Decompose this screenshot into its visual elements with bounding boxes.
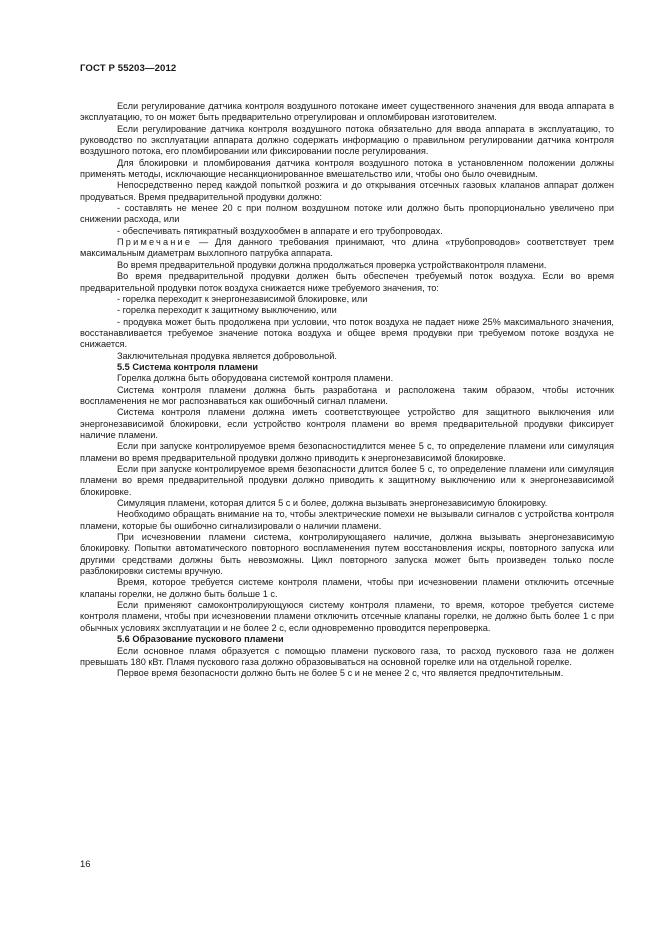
document-body (80, 101, 614, 680)
page-number: 16 (80, 858, 91, 869)
paragraph: Если при запуске контролируемое время безопасности длится более 5 с, то определение пламени или симуляция пламени во время предварительной продувки должно приводить к защитному выключению или к энергонезависимой блокировке. (80, 464, 614, 497)
list-item: - обеспечивать пятикратный воздухообмен в аппарате и его трубопроводах. (117, 225, 443, 236)
paragraph: Если при запуске контролируемое время безопасностидлится менее 5 с, то определение пламени или симуляция пламени во время предварительной продувки должно приводить к энергонезависимой блокировке. (80, 441, 614, 463)
paragraph: Непосредственно перед каждой попыткой розжига и до открывания отсечных газовых клапанов аппарат должен продуваться. Время предварительной продувки должно: (80, 180, 614, 202)
section-heading-5-5: 5.5 Система контроля пламени (117, 361, 259, 372)
paragraph: Если применяют самоконтролирующуюся систему контроля пламени, то время, которое требуется системе контроля пламени, чтобы при исчезновении пламени отключить отсечные клапаны горелки, не должно быть более 1 с при обычных условиях эксплуатации и не более 2 с, если одновременно проводится перепроверка. (80, 600, 614, 633)
list-item: - горелка переходит к защитному выключению, или (117, 305, 337, 316)
note-label: Примечание (117, 237, 193, 248)
note-paragraph (80, 237, 614, 260)
paragraph: Если основное пламя образуется с помощью пламени пускового газа, то расход пускового газа не должен превышать 180 кВт. Пламя пускового газа должно образовываться на основной горелке или на отдельной горелке. (80, 645, 614, 667)
section-heading-5-6: 5.6 Образование пускового пламени (117, 634, 284, 645)
paragraph: Для блокировки и пломбирования датчика контроля воздушного потока в установленном положении должны применять методы, исключающие несанкционированное вмешательство или, чтобы оно было очевидным. (80, 157, 614, 180)
paragraph: Система контроля пламени должна быть разработана и расположена таким образом, чтобы источник воспламенения не мог распознаваться как ошибочный сигнал пламени. (80, 384, 614, 406)
list-item: - составлять не менее 20 с при полном воздушном потоке или должно быть пропорционально увеличено при снижении расхода, или (80, 203, 614, 225)
paragraph: Горелка должна быть оборудована системой контроля пламени. (117, 373, 394, 384)
list-item: - продувка может быть продолжена при условии, что поток воздуха не падает ниже 25% максимального значения, восстанавливается требуемое значение потока воздуха и общее время продувки при требуемом потоке воздуха не снижается. (80, 316, 614, 350)
paragraph: Первое время безопасности должно быть не более 5 с и не менее 2 с, что является предпочтительным. (117, 668, 564, 679)
standard-code-header: ГОСТ Р 55203—2012 (80, 63, 177, 74)
paragraph: Во время предварительной продувки должна продолжаться проверка устройстваконтроля пламени. (117, 259, 547, 270)
paragraph: Если регулирование датчика контроля воздушного потокане имеет существенного значения для ввода аппарата в эксплуатацию, то он может быть предварительно отрегулирован и опломбирован изготовителем. (80, 101, 614, 123)
paragraph: Система контроля пламени должна иметь соответствующее устройство для защитного выключения или энергонезависимой блокировки, если устройство контроля пламени во время предварительной продувки фиксирует наличие пламени. (80, 407, 614, 440)
paragraph: Если регулирование датчика контроля воздушного потока обязательно для ввода аппарата в эксплуатацию, то руководство по эксплуатации аппарата должно содержать информацию о правильном регулировании датчика контроля воздушного потока, его пломбировании или фиксировании после регулирования. (80, 123, 614, 157)
paragraph: При исчезновении пламени система, контролирующаяего наличие, должна вызывать энергонезависимую блокировку. Попытки автоматического повторного воспламенения путем восстановления искры, повторного запуска или другими средствами должны быть невозможны. Цикл повторного запуска может быть произведен только после разблокировки системы вручную. (80, 532, 614, 577)
paragraph: Заключительная продувка является добровольной. (117, 350, 337, 361)
note-text: — Для данного требования принимают, что длина «трубопроводов» соответствует трем максимальным диаметрам выхлопного патрубка аппарата. (80, 237, 614, 259)
paragraph: Во время предварительной продувки должен быть обеспечен требуемый поток воздуха. Если во время предварительной продувки поток воздуха снижается ниже требуемого значения, то: (80, 271, 614, 293)
paragraph: Симуляция пламени, которая длится 5 с и более, должна вызывать энергонезависимую блокировку. (117, 498, 548, 509)
paragraph: Необходимо обращать внимание на то, чтобы электрические помехи не вызывали сигналов с устройства контроля пламени, которые бы ошибочно сигнализировали о наличии пламени. (80, 509, 614, 531)
paragraph: Время, которое требуется системе контроля пламени, чтобы при исчезновении пламени отключить отсечные клапаны горелки, не должно быть больше 1 с. (80, 577, 614, 599)
list-item: - горелка переходит к энергонезависимой блокировке, или (117, 293, 368, 304)
